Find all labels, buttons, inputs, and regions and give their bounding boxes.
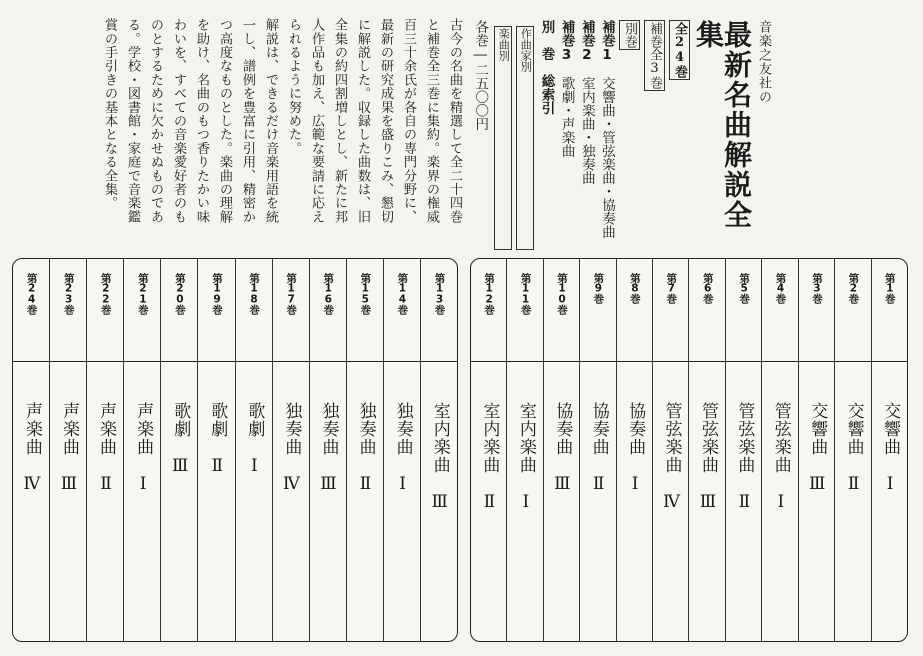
volume-number: 第10巻 — [556, 273, 568, 314]
description-line: 一し、譜例を豊富に引用、精密か — [240, 18, 255, 224]
volume-part-numeral: Ⅰ — [392, 474, 413, 495]
volume-column — [197, 259, 234, 641]
volume-part-numeral: Ⅰ — [880, 474, 901, 495]
supplement-1-label: 補巻1 — [599, 20, 615, 63]
supplement-3-line — [558, 20, 574, 250]
volume-genre-text: 歌劇 — [170, 402, 191, 438]
volume-number-cell — [580, 259, 615, 362]
volume-number: 第11巻 — [519, 273, 532, 314]
volume-part-numeral: Ⅱ — [588, 474, 609, 495]
description-line: 百三十余氏が各自の専門分野に、 — [401, 18, 416, 224]
publisher-name: 音楽之友社の — [756, 20, 771, 104]
volume-genre-cell — [13, 362, 49, 641]
index-note-composer: 作曲家別 — [516, 26, 534, 250]
volume-genre-cell — [544, 362, 579, 641]
volume-genre — [95, 402, 115, 641]
volume-column — [86, 259, 123, 641]
volume-genre-text: 独奏曲 — [318, 402, 339, 456]
volume-number-cell — [507, 259, 542, 362]
volume-genre — [552, 402, 572, 641]
description-line: る。学校・図書館・家庭で音楽鑑 — [125, 18, 140, 224]
volume-genre-text: 声楽曲 — [133, 402, 154, 456]
volume-genre-cell — [617, 362, 652, 641]
volume-genre-cell — [347, 362, 383, 641]
volume-number: 第21巻 — [136, 273, 149, 314]
volume-genre-text: 室内楽曲 — [515, 402, 536, 474]
volume-genre — [58, 402, 78, 641]
volume-genre-text: 声楽曲 — [96, 402, 117, 456]
volume-number: 第2巻 — [847, 273, 860, 303]
volume-column — [235, 259, 272, 641]
volume-number-cell — [762, 259, 797, 362]
volume-number-cell — [273, 259, 309, 362]
volume-number: 第4巻 — [774, 273, 787, 303]
volume-number-cell — [50, 259, 86, 362]
supplement-2-label: 補巻2 — [578, 20, 595, 63]
volume-genre-text: 交響曲 — [843, 402, 864, 456]
volume-number-cell — [799, 259, 834, 362]
volume-genre — [880, 402, 900, 641]
volume-genre-cell — [198, 362, 234, 641]
volume-number: 第22巻 — [99, 273, 112, 314]
description-line: 解説は、できるだけ音楽用語を統 — [263, 18, 278, 224]
volume-column — [506, 259, 542, 641]
volume-genre-cell — [762, 362, 797, 641]
volume-genre — [843, 402, 863, 641]
volume-column — [123, 259, 160, 641]
volume-genre-text: 交響曲 — [807, 402, 828, 456]
volume-genre — [207, 402, 227, 641]
volume-number: 第15巻 — [359, 273, 372, 314]
volume-number: 第19巻 — [211, 273, 223, 314]
volume-number: 第3巻 — [810, 273, 823, 303]
volume-column — [579, 259, 615, 641]
volume-table-1-12 — [470, 258, 908, 642]
description-line: 最新の研究成果を盛りこみ、懇切 — [378, 18, 393, 224]
supplement-2-title: 室内楽曲・独奏曲 — [578, 76, 595, 185]
description-line: に解説した。収録した曲数は、旧 — [355, 18, 370, 224]
volume-genre — [133, 402, 153, 641]
volume-part-numeral: Ⅰ — [133, 474, 154, 495]
volume-column — [13, 259, 49, 641]
volume-number-cell — [87, 259, 123, 362]
separate-volume-title: 総索引 — [538, 74, 555, 115]
volume-genre-cell — [835, 362, 870, 641]
volume-number: 第1巻 — [883, 273, 896, 303]
volume-number: 第7巻 — [665, 273, 678, 303]
supplement-3-title: 歌劇・声楽曲 — [558, 76, 575, 158]
volume-genre-cell — [124, 362, 160, 641]
price-label: 各巻―二五〇〇円 — [472, 20, 489, 131]
volume-genre-text: 歌劇 — [244, 402, 265, 438]
volume-genre-text: 声楽曲 — [21, 402, 42, 456]
volume-number: 第12巻 — [483, 273, 496, 314]
volume-genre-text: 交響曲 — [880, 402, 901, 456]
volume-part-numeral: Ⅲ — [697, 492, 718, 513]
supplement-volumes-label: 補巻全3巻 — [644, 20, 665, 91]
volume-part-numeral: Ⅰ — [244, 456, 265, 477]
volume-part-numeral: Ⅱ — [843, 474, 864, 495]
description-line: を助け、名曲のもつ香りたかい味 — [194, 18, 209, 224]
volume-genre — [392, 402, 412, 641]
volume-number: 第18巻 — [248, 273, 261, 314]
volume-genre-text: 協奏曲 — [588, 402, 609, 456]
volume-genre — [170, 402, 190, 641]
title-block — [470, 20, 773, 250]
volume-genre-text: 独奏曲 — [355, 402, 376, 456]
volume-part-numeral: Ⅲ — [58, 474, 79, 495]
volume-genre — [515, 402, 535, 641]
volume-number-cell — [726, 259, 761, 362]
description-line: 古今の名曲を精選して全二十四巻 — [447, 18, 462, 224]
volume-part-numeral: Ⅳ — [21, 474, 42, 495]
volume-genre-cell — [273, 362, 309, 641]
supplement-3-label: 補巻3 — [558, 20, 575, 63]
volume-number: 第23巻 — [62, 273, 75, 314]
volume-genre-cell — [384, 362, 420, 641]
volume-genre-cell — [471, 362, 506, 641]
volume-genre — [281, 402, 301, 641]
volume-part-numeral: Ⅱ — [96, 474, 117, 495]
volume-number: 第20巻 — [173, 273, 186, 314]
volume-number: 第24巻 — [25, 273, 38, 314]
volume-column — [160, 259, 197, 641]
volume-genre-text: 管弦楽曲 — [734, 402, 755, 474]
supplement-1-line — [599, 20, 615, 250]
volume-column — [616, 259, 652, 641]
volume-column — [383, 259, 420, 641]
separate-volume-label: 別巻 — [619, 20, 640, 50]
volume-part-numeral: Ⅲ — [429, 492, 450, 513]
volume-number-cell — [421, 259, 457, 362]
volume-column — [688, 259, 724, 641]
volume-number: 第16巻 — [322, 273, 335, 314]
volume-genre — [21, 402, 41, 641]
volume-genre — [661, 402, 681, 641]
description-line: 人作品も加え、広範な要請に応え — [309, 18, 324, 224]
description-line: られるように努めた。 — [286, 18, 301, 155]
volume-number-cell — [653, 259, 688, 362]
volume-genre-text: 管弦楽曲 — [697, 402, 718, 474]
volume-number-cell — [544, 259, 579, 362]
volume-number: 第17巻 — [285, 273, 298, 314]
description-line: のとするために欠かせぬものであ — [148, 18, 163, 224]
volume-genre-text: 室内楽曲 — [429, 402, 450, 474]
supplement-1-title: 交響曲・管弦楽曲・協奏曲 — [599, 76, 615, 239]
volume-genre — [697, 402, 717, 641]
description-line: 全集の約四割増しとし、新たに邦 — [332, 18, 347, 224]
volume-column — [49, 259, 86, 641]
supplement-2-line — [579, 20, 595, 250]
total-volumes-label: 全24巻 — [669, 20, 690, 80]
volume-part-numeral: Ⅳ — [661, 492, 682, 513]
volume-genre-cell — [580, 362, 615, 641]
description-line: 賞の手引きの基本となる全集。 — [102, 18, 117, 210]
volume-genre-text: 管弦楽曲 — [770, 402, 791, 474]
volume-genre — [318, 402, 338, 641]
volume-column — [309, 259, 346, 641]
volume-genre — [429, 402, 449, 641]
volume-number: 第14巻 — [396, 273, 409, 314]
description-line: と補巻全三巻に集約。楽界の権威 — [424, 18, 439, 224]
volume-genre — [355, 402, 375, 641]
volume-genre-text: 管弦楽曲 — [661, 402, 682, 474]
volume-genre-cell — [726, 362, 761, 641]
volume-genre-cell — [689, 362, 724, 641]
volume-number-cell — [617, 259, 652, 362]
volume-column — [652, 259, 688, 641]
volume-part-numeral: Ⅲ — [318, 474, 339, 495]
series-title: 最新名曲解説全集 — [692, 20, 753, 230]
separate-volume-line — [538, 20, 554, 250]
volume-genre-cell — [161, 362, 197, 641]
volume-part-numeral: Ⅲ — [807, 474, 828, 495]
volume-part-numeral: Ⅲ — [170, 456, 191, 477]
volume-genre — [625, 402, 645, 641]
volume-number-cell — [310, 259, 346, 362]
volume-column — [798, 259, 834, 641]
volume-number: 第6巻 — [701, 273, 714, 303]
volume-column — [871, 259, 907, 641]
volume-column — [543, 259, 579, 641]
volume-genre-text: 独奏曲 — [281, 402, 302, 456]
volume-part-numeral: Ⅰ — [515, 492, 536, 513]
volume-number: 第5巻 — [738, 273, 751, 303]
volume-genre — [479, 402, 499, 641]
volume-part-numeral: Ⅱ — [734, 492, 755, 513]
description-text — [98, 18, 466, 243]
volume-number: 第13巻 — [433, 273, 446, 314]
volume-genre-cell — [87, 362, 123, 641]
volume-genre-text: 室内楽曲 — [479, 402, 500, 474]
volume-genre-cell — [421, 362, 457, 641]
volume-number-cell — [347, 259, 383, 362]
volume-genre — [807, 402, 827, 641]
volume-genre — [588, 402, 608, 641]
volume-number-cell — [13, 259, 49, 362]
volume-genre-text: 独奏曲 — [392, 402, 413, 456]
description-line: つ高度なものとした。楽曲の理解 — [217, 18, 232, 224]
volume-column — [471, 259, 506, 641]
volume-genre-cell — [310, 362, 346, 641]
volume-number-cell — [835, 259, 870, 362]
volume-part-numeral: Ⅰ — [770, 492, 791, 513]
volume-genre-text: 歌劇 — [207, 402, 228, 438]
volume-part-numeral: Ⅱ — [479, 492, 500, 513]
volume-number: 第9巻 — [592, 273, 605, 303]
volume-column — [834, 259, 870, 641]
volume-part-numeral: Ⅱ — [207, 456, 228, 477]
volume-part-numeral: Ⅳ — [281, 474, 302, 495]
volume-genre-text: 声楽曲 — [58, 402, 79, 456]
volume-number-cell — [872, 259, 907, 362]
volume-table-13-24 — [12, 258, 458, 642]
volume-number-cell — [384, 259, 420, 362]
volume-genre-cell — [50, 362, 86, 641]
volume-part-numeral: Ⅰ — [625, 474, 646, 495]
volume-genre-cell — [236, 362, 272, 641]
volume-number-cell — [198, 259, 234, 362]
volume-genre — [244, 402, 264, 641]
volume-number-cell — [161, 259, 197, 362]
volume-number-cell — [689, 259, 724, 362]
volume-genre-cell — [653, 362, 688, 641]
volume-number-cell — [124, 259, 160, 362]
index-note-work: 楽曲別 — [494, 26, 512, 250]
volume-column — [761, 259, 797, 641]
description-line: わいを、すべての音楽愛好者のも — [171, 18, 186, 224]
volume-column — [420, 259, 457, 641]
volume-genre-cell — [799, 362, 834, 641]
volume-column — [725, 259, 761, 641]
volume-part-numeral: Ⅲ — [552, 474, 573, 495]
volume-genre-text: 協奏曲 — [552, 402, 573, 456]
volume-column — [272, 259, 309, 641]
volume-number: 第8巻 — [628, 273, 641, 303]
volume-part-numeral: Ⅱ — [355, 474, 376, 495]
volume-genre-cell — [872, 362, 907, 641]
separate-volume-label-text: 別 巻 — [538, 20, 555, 61]
volume-number-cell — [471, 259, 506, 362]
volume-column — [346, 259, 383, 641]
volume-genre-text: 協奏曲 — [625, 402, 646, 456]
volume-genre — [770, 402, 790, 641]
volume-genre — [734, 402, 754, 641]
volume-genre-cell — [507, 362, 542, 641]
volume-number-cell — [236, 259, 272, 362]
